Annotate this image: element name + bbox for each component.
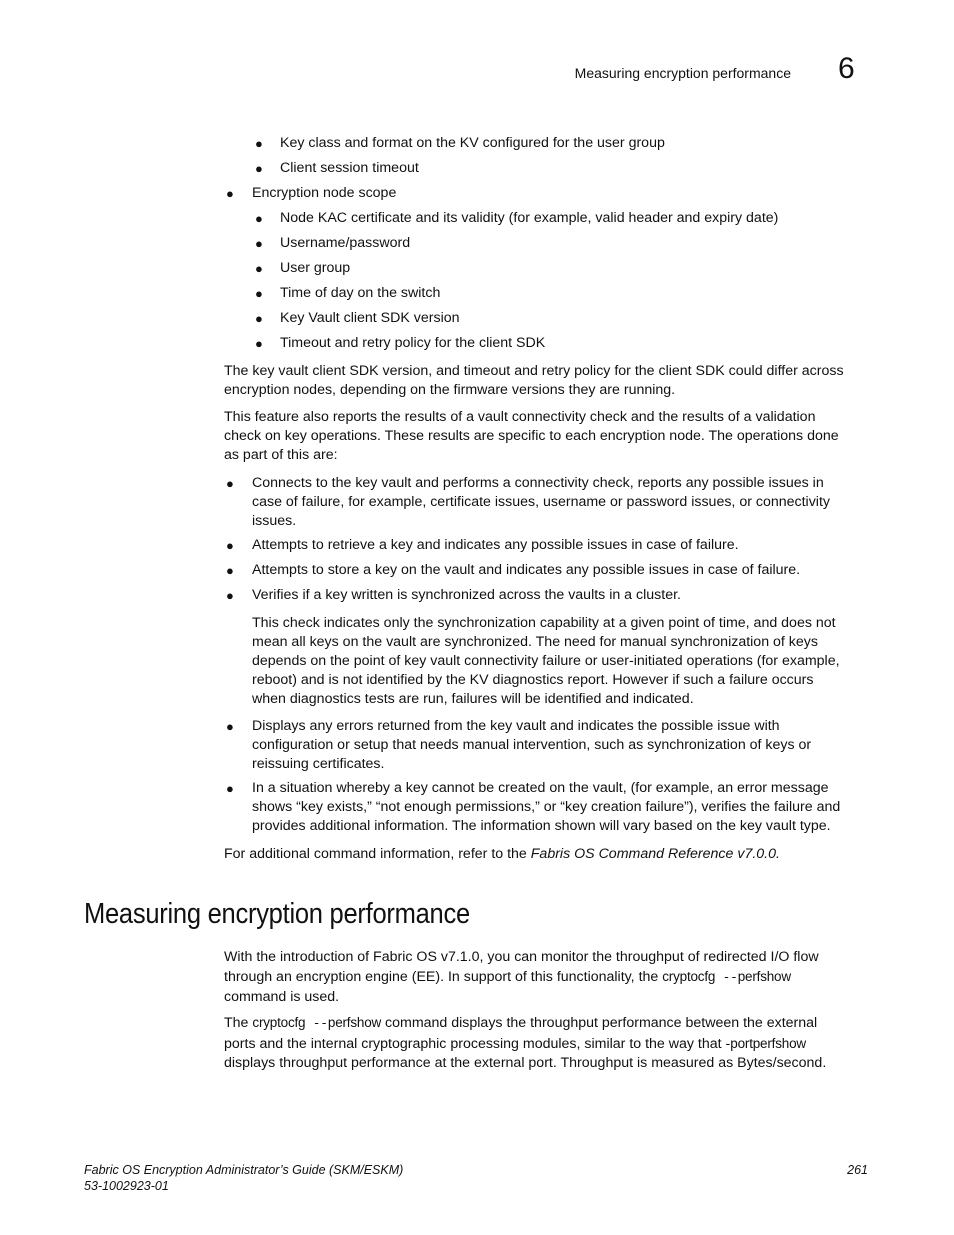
book-title: Fabris OS Command Reference v7.0.0. — [530, 846, 780, 862]
paragraph: The cryptocfg --perfshow command displays the throughput performance between the external ports and the internal cryptographic processing modules, similar to the way that -portperfshow displays throughput performance at the external port. Throughput is measured as Bytes/second. — [224, 1015, 827, 1071]
list-item-note: This check indicates only the synchronization capability at a given point of time, and does not mean all keys on the vault are synchronized. The need for manual synchronization of keys depends on the point of key vault connectivity failure or user-initiated operations (for example, reboot) and is not identified by the KV diagnostics report. However if such a failure occurs when diagnostics tests are run, failures will be identified and indicated. — [252, 615, 840, 707]
list-item: Time of day on the switch — [280, 285, 441, 301]
list-item: Verifies if a key written is synchronized across the vaults in a cluster. — [252, 587, 681, 603]
command-option: -- — [305, 1017, 328, 1031]
command-name: cryptocfg — [662, 969, 716, 984]
list-item: Connects to the key vault and performs a connectivity check, reports any possible issues in case of failure, for example, certificate issues, username or password issues, or connectivity issues. — [252, 475, 830, 529]
bullet-icon: ● — [226, 186, 234, 201]
list-item: Encryption node scope — [252, 185, 397, 201]
bullet-icon: ● — [255, 136, 263, 151]
command-name: perfshow — [327, 1015, 382, 1030]
command-name: portperfshow — [730, 1036, 806, 1051]
bullet-icon: ● — [226, 563, 234, 578]
list-item: Key Vault client SDK version — [280, 310, 460, 326]
section-heading: Measuring encryption performance — [84, 898, 470, 930]
bullet-icon: ● — [226, 719, 234, 734]
bullet-icon: ● — [255, 161, 263, 176]
paragraph: This feature also reports the results of a vault connectivity check and the results of a validation check on key operations. These results are specific to each encryption node. The operations done as part of this are: — [224, 409, 839, 463]
reference-paragraph: For additional command information, refer to the Fabris OS Command Reference v7.0.0. — [224, 846, 780, 862]
bullet-icon: ● — [226, 781, 234, 796]
bullet-icon: ● — [255, 311, 263, 326]
list-item: Timeout and retry policy for the client SDK — [280, 335, 546, 351]
bullet-icon: ● — [255, 336, 263, 351]
list-item: Attempts to retrieve a key and indicates any possible issues in case of failure. — [252, 537, 739, 553]
footer-page-number: 261 — [847, 1163, 868, 1177]
footer-doc-info — [84, 1162, 403, 1194]
list-item: Displays any errors returned from the key vault and indicates the possible issue with configuration or setup that needs manual intervention, such as synchronization of keys or reissuing certificates. — [252, 718, 812, 772]
list-item: User group — [280, 260, 351, 276]
list-item: Username/password — [280, 235, 411, 251]
list-item: In a situation whereby a key cannot be created on the vault, (for example, an error message shows “key exists,” “not enough permissions,” or “key creation failure”), verifies the failure and provides additional information. The information shown will vary based on the key vault type. — [252, 780, 841, 834]
list-item: Attempts to store a key on the vault and indicates any possible issues in case of failure. — [252, 562, 801, 578]
footer-doc-number: 53-1002923-01 — [84, 1179, 169, 1193]
bullet-icon: ● — [255, 236, 263, 251]
bullet-icon: ● — [226, 476, 234, 491]
bullet-icon: ● — [255, 286, 263, 301]
paragraph: The key vault client SDK version, and timeout and retry policy for the client SDK could differ across encryption nodes, depending on the firmware versions they are running. — [224, 363, 844, 398]
bullet-icon: ● — [226, 588, 234, 603]
paragraph: With the introduction of Fabric OS v7.1.0, you can monitor the throughput of redirected I/O flow through an encryption engine (EE). In support of this functionality, the cryptocfg --perfshow command is used. — [224, 949, 819, 1005]
list-item: Key class and format on the KV configured for the user group — [280, 135, 665, 151]
bullet-icon: ● — [255, 211, 263, 226]
footer-doc-title: Fabric OS Encryption Administrator’s Guide (SKM/ESKM) — [84, 1163, 404, 1177]
bullet-icon: ● — [226, 538, 234, 553]
list-item: Client session timeout — [280, 160, 419, 176]
command-name: perfshow — [737, 969, 791, 984]
command-name: cryptocfg — [252, 1015, 306, 1030]
running-header-title: Measuring encryption performance — [574, 65, 791, 81]
list-item: Node KAC certificate and its validity (for example, valid header and expiry date) — [280, 210, 779, 226]
command-option: -- — [715, 971, 738, 985]
bullet-icon: ● — [255, 261, 263, 276]
chapter-number: 6 — [838, 52, 855, 85]
